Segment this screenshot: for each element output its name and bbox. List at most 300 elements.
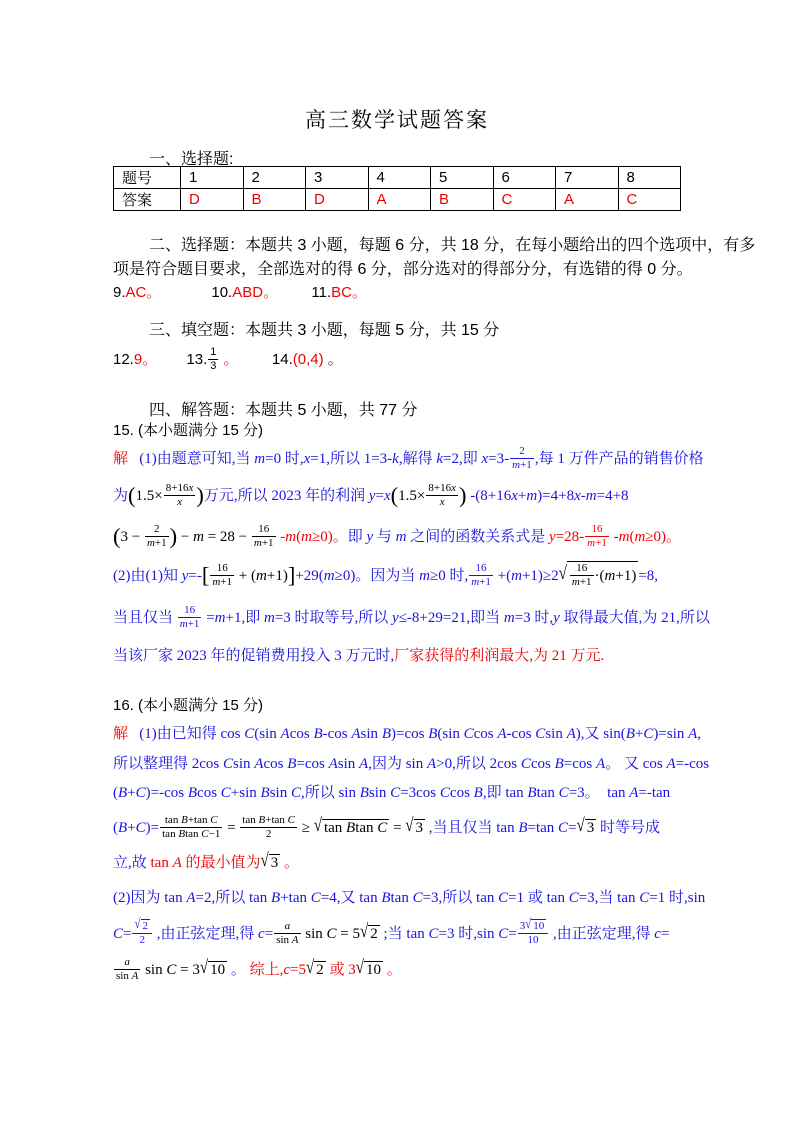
radical: √ tan Btan C xyxy=(313,815,388,836)
text-run: =1 或 tan xyxy=(508,890,569,906)
q15-label-text: 15. (本小题满分 15 分) xyxy=(113,422,264,439)
text-run: C xyxy=(568,890,579,906)
text-run: +1 xyxy=(479,575,491,588)
text-run: 10 xyxy=(365,961,381,978)
solution-line xyxy=(113,445,704,471)
text-run: m xyxy=(179,617,188,630)
text-run: 当该厂家 2023 年的促销费用投入 3 万元时, xyxy=(113,648,395,664)
question-number: 3 xyxy=(306,167,369,189)
text-run: A xyxy=(497,726,507,742)
text-run: +1 xyxy=(261,536,274,549)
answer-value: D xyxy=(181,189,244,211)
text-run: x xyxy=(451,482,456,494)
text-run: C xyxy=(535,726,546,742)
text-run: ≥0)。因为当 xyxy=(334,567,420,584)
text-run: 1.5× xyxy=(398,487,426,504)
text-run: m xyxy=(212,575,221,588)
text-run: 。 xyxy=(142,350,158,368)
text-run: 所以整理得 2cos xyxy=(113,756,223,772)
text-run: 。 xyxy=(219,350,239,368)
text-run: 16 xyxy=(184,604,196,616)
text-run: ≥ xyxy=(297,819,314,836)
text-run: = 28 − xyxy=(203,528,251,545)
text-run: m xyxy=(146,536,155,549)
text-run: m xyxy=(585,487,597,504)
text-run: 11. xyxy=(311,284,332,301)
text-run: (sin xyxy=(437,726,464,742)
section3-heading: 三、填空题：本题共 3 小题，每题 5 分，共 15 分 xyxy=(149,322,500,339)
text-run: − xyxy=(177,528,194,545)
text-run: tan xyxy=(323,819,347,836)
text-run: 解 xyxy=(113,450,129,467)
text-run: C xyxy=(113,925,124,942)
fraction xyxy=(273,920,301,946)
radical: √ 2 xyxy=(360,921,378,942)
text-run: y xyxy=(366,528,374,545)
text-run: tan xyxy=(164,814,182,826)
text-run: (sin xyxy=(254,726,281,742)
table-row-numbers xyxy=(114,167,681,189)
text-run: 8+16 xyxy=(428,482,452,494)
text-run: 。 xyxy=(323,350,343,368)
text-run: B xyxy=(287,756,297,772)
text-run: m xyxy=(285,528,297,545)
text-run: y xyxy=(368,487,376,504)
text-run: (1)由已知得 cos xyxy=(128,726,245,742)
question-number: 7 xyxy=(556,167,619,189)
solution-line xyxy=(113,482,629,509)
text-run: -(8+16 xyxy=(466,487,512,504)
fraction xyxy=(425,482,459,508)
text-run: C xyxy=(210,814,218,826)
answer-value: A xyxy=(368,189,431,211)
text-run: ,解得 xyxy=(398,450,437,467)
text-run: 16 xyxy=(258,523,270,535)
fraction xyxy=(113,956,141,982)
text-run: 16 xyxy=(576,562,588,574)
section2-answers xyxy=(113,281,367,302)
text-run: m xyxy=(634,528,646,545)
text-run: ,由正弦定理,得 xyxy=(549,925,655,942)
text-run: 3 xyxy=(210,359,217,372)
text-run: ≤-8+29=21,即当 xyxy=(398,609,504,626)
text-run: 2 xyxy=(316,961,324,978)
text-run: y xyxy=(553,609,560,626)
text-run: m xyxy=(253,536,262,549)
text-run: sin xyxy=(269,785,291,801)
text-run: =cos xyxy=(296,756,329,772)
question-number: 1 xyxy=(181,167,244,189)
text-run: cos xyxy=(473,726,498,742)
table-label-answer: 答案 xyxy=(114,189,181,211)
text-run: [ xyxy=(201,562,210,588)
text-run: 。 xyxy=(382,961,402,978)
text-run: C xyxy=(463,726,474,742)
text-run: B xyxy=(359,785,369,801)
text-run: B xyxy=(260,785,270,801)
solution-line xyxy=(113,752,709,773)
text-run: 取得最大值,为 21,所以 xyxy=(559,609,710,626)
text-run: 2 xyxy=(154,523,160,535)
text-run: A xyxy=(254,756,264,772)
text-run: BC。 xyxy=(331,284,368,301)
text-run: 13. xyxy=(186,350,208,368)
fraction xyxy=(159,814,223,840)
solution-line xyxy=(113,781,670,802)
question-number: 8 xyxy=(618,167,681,189)
text-run: A xyxy=(566,726,576,742)
text-run: +1)≥2 xyxy=(521,567,559,584)
text-run: =1,所以 1=3- xyxy=(310,450,393,467)
text-run: +1 xyxy=(187,617,200,630)
text-run: 的最小值为 xyxy=(181,855,261,871)
text-run: tan xyxy=(355,819,378,836)
text-run: 或 3 xyxy=(325,961,356,978)
text-run: C xyxy=(310,890,321,906)
text-run: k xyxy=(436,450,444,467)
text-run: 综上, xyxy=(245,961,284,978)
solution-line xyxy=(113,956,402,982)
radical: √ 3 xyxy=(576,815,595,836)
text-run: tan xyxy=(242,814,259,826)
text-run: B xyxy=(346,819,356,836)
text-run: =1 时,sin xyxy=(649,890,706,906)
text-run: >0,所以 2cos xyxy=(436,756,521,772)
text-run: B xyxy=(187,785,198,801)
text-run: A xyxy=(351,726,361,742)
text-run: 9. xyxy=(113,284,126,301)
text-run: sin xyxy=(233,756,255,772)
solution-line xyxy=(113,604,710,630)
fraction xyxy=(209,562,235,588)
text-run: 2 xyxy=(139,933,145,946)
text-run: =2,所以 tan xyxy=(195,890,272,906)
text-run: = xyxy=(508,925,517,942)
text-run: 3 xyxy=(270,855,279,871)
text-run: =3cos xyxy=(400,785,440,801)
text-run: ( xyxy=(113,819,118,836)
text-run: +1,即 xyxy=(225,609,264,626)
text-run xyxy=(161,284,211,301)
text-run: m xyxy=(214,609,226,626)
text-run: )=cos xyxy=(390,726,429,742)
text-run: = xyxy=(568,819,577,836)
text-run: sin xyxy=(116,969,132,982)
text-run: )=-cos xyxy=(145,785,188,801)
text-run: m xyxy=(301,528,312,545)
text-run: C xyxy=(558,785,569,801)
text-run: +1 xyxy=(520,458,532,471)
text-run: B xyxy=(118,819,128,836)
text-run: ( xyxy=(390,482,399,508)
fraction xyxy=(131,916,153,946)
text-run: m xyxy=(256,567,267,584)
text-run: C xyxy=(220,785,231,801)
q16-label-text: 16. (本小题满分 15 分) xyxy=(113,697,264,714)
text-run: m xyxy=(618,528,630,545)
text-run: C xyxy=(135,819,146,836)
text-run: 9 xyxy=(133,350,143,368)
text-run: C xyxy=(412,890,423,906)
text-run: =3,当 tan xyxy=(578,890,640,906)
text-run: −1 xyxy=(208,827,221,840)
section1-heading: 一、选择题: xyxy=(149,151,234,168)
text-run: x xyxy=(511,487,518,504)
text-run: C xyxy=(201,827,209,840)
text-run: A xyxy=(328,756,338,772)
text-run: +sin xyxy=(230,785,261,801)
text-run: A xyxy=(291,933,299,946)
text-run: m xyxy=(503,609,515,626)
text-run: + xyxy=(634,726,644,742)
text-run: C xyxy=(428,925,439,942)
text-run: +1) xyxy=(615,567,637,584)
text-run: tan xyxy=(150,855,173,871)
fraction xyxy=(163,482,197,508)
text-run: + xyxy=(127,785,136,801)
fraction xyxy=(177,604,203,630)
fraction xyxy=(517,916,550,946)
radical: √ 2 xyxy=(134,916,149,932)
text-run: )=4+8 xyxy=(537,487,575,504)
text-run: B xyxy=(381,890,391,906)
text-run: (1)由题意可知,当 xyxy=(128,450,255,467)
text-run: C xyxy=(498,925,509,942)
answer-value: B xyxy=(431,189,494,211)
text-run: = xyxy=(375,487,384,504)
question-number: 2 xyxy=(243,167,306,189)
text-run: B xyxy=(118,785,128,801)
text-run: a xyxy=(124,956,130,968)
text-run: = xyxy=(389,819,406,836)
text-run: y xyxy=(549,528,556,545)
text-run: ,因为 sin xyxy=(368,756,427,772)
solution-line xyxy=(113,722,701,743)
text-run: ( xyxy=(629,528,635,545)
text-run: -cos xyxy=(506,726,536,742)
text-run: C xyxy=(223,756,234,772)
text-run: C xyxy=(244,726,255,742)
text-run: B xyxy=(178,827,186,840)
text-run: A xyxy=(186,890,196,906)
text-run: =3 时取等号,所以 xyxy=(274,609,393,626)
answer-table xyxy=(113,166,681,211)
text-run: = xyxy=(264,925,274,942)
text-run: (0,4) xyxy=(292,350,324,368)
text-run: C xyxy=(290,785,301,801)
text-run: ( xyxy=(113,785,118,801)
text-run: +29( xyxy=(295,567,324,584)
solution-line xyxy=(113,886,705,907)
table-row-answers xyxy=(114,189,681,211)
text-run: A xyxy=(688,726,698,742)
text-run: ≥0 时, xyxy=(429,567,469,584)
text-run: =0 时, xyxy=(265,450,304,467)
text-run: (2)因为 tan xyxy=(113,890,187,906)
text-run: m xyxy=(263,609,275,626)
text-run: sin xyxy=(545,726,567,742)
text-run: - xyxy=(609,528,619,545)
text-run: 12. xyxy=(113,350,134,368)
text-run: ,当且仅当 tan xyxy=(425,819,519,836)
text-run: cos xyxy=(449,785,474,801)
text-run: =2,即 xyxy=(443,450,482,467)
text-run: B xyxy=(527,785,537,801)
text-run: sin xyxy=(276,933,292,946)
text-run: cos xyxy=(289,726,314,742)
text-run: +1 xyxy=(579,575,592,588)
q15-label xyxy=(113,419,263,440)
text-run: x xyxy=(384,487,391,504)
text-run: sin xyxy=(337,756,360,772)
text-run: C xyxy=(498,890,509,906)
text-run: m xyxy=(511,567,522,584)
text-run: =3 时, xyxy=(514,609,554,626)
text-run: B xyxy=(271,890,281,906)
text-run: - xyxy=(580,487,586,504)
text-run: 时等号成 xyxy=(596,819,661,836)
text-run: tan xyxy=(536,785,559,801)
text-run: +tan xyxy=(280,890,311,906)
text-run: +( xyxy=(493,567,512,584)
text-run xyxy=(239,351,272,368)
text-run: 2 xyxy=(265,827,272,840)
text-run: C xyxy=(287,814,295,826)
fraction xyxy=(144,523,170,549)
text-run: ( xyxy=(113,523,121,549)
text-run: B xyxy=(473,785,483,801)
text-run: 为 xyxy=(113,487,129,504)
solution-line xyxy=(113,644,604,665)
solution-line xyxy=(113,561,658,589)
text-run: +1 xyxy=(595,536,607,549)
text-run: sin xyxy=(368,785,391,801)
text-run: = 3 xyxy=(176,961,200,978)
text-run: 16 xyxy=(591,523,603,535)
radical: √ 10 xyxy=(355,957,381,978)
radical: √ 3 xyxy=(260,850,279,871)
question-number: 4 xyxy=(368,167,431,189)
section4-heading: 四、解答题：本题共 5 小题，共 77 分 xyxy=(149,402,418,419)
text-run: =- xyxy=(188,567,202,584)
text-run: ,由正弦定理,得 xyxy=(153,925,259,942)
text-run: 10 xyxy=(533,920,545,932)
text-run: m xyxy=(512,458,521,471)
q16-label xyxy=(113,694,263,715)
fraction xyxy=(251,523,277,549)
text-run: x xyxy=(188,482,194,494)
text-run: cos xyxy=(197,785,221,801)
text-run: 当且仅当 xyxy=(113,609,177,626)
text-run: tan xyxy=(185,827,202,840)
text-run: =5 xyxy=(290,961,306,978)
text-run: = xyxy=(123,925,132,942)
text-run: 与 xyxy=(373,528,396,545)
text-run: 10. xyxy=(211,284,233,301)
text-run: x xyxy=(439,495,445,508)
text-run: +tan xyxy=(265,814,288,826)
text-run: m xyxy=(587,536,596,549)
text-run: = xyxy=(202,609,215,626)
radical: √ 10 xyxy=(199,957,226,978)
text-run: =4,又 tan xyxy=(320,890,382,906)
text-run: B xyxy=(518,819,528,836)
text-run: - xyxy=(276,528,286,545)
text-run: + ( xyxy=(235,567,257,584)
text-run: sin xyxy=(360,726,382,742)
text-run: cos xyxy=(530,756,555,772)
text-run: A xyxy=(596,756,606,772)
text-run: 即 xyxy=(347,528,367,545)
text-run: B xyxy=(381,726,391,742)
text-run: 16 xyxy=(216,562,228,574)
fraction xyxy=(584,523,610,549)
text-run: 之间的函数关系式是 xyxy=(406,528,550,545)
text-run: x xyxy=(177,495,182,508)
text-run: ,每 1 万件产品的销售价格 xyxy=(534,450,704,467)
text-run: tan xyxy=(162,827,179,840)
text-run: ·( xyxy=(594,567,605,584)
answer-value: C xyxy=(618,189,681,211)
text-run: B xyxy=(181,814,188,826)
text-run: k xyxy=(392,450,399,467)
text-run: 2 xyxy=(519,445,525,457)
fraction xyxy=(207,346,219,372)
answer-value: C xyxy=(493,189,556,211)
text-run: =3- xyxy=(488,450,510,467)
text-run: sin xyxy=(141,961,167,978)
section3-answers xyxy=(113,346,343,372)
text-run: m xyxy=(419,567,430,584)
text-run: C xyxy=(520,756,531,772)
text-run: m xyxy=(193,528,204,545)
text-run: )= xyxy=(145,819,160,836)
section2-heading-line2: 项是符合题目要求，全部选对的得 6 分，部分选对的得部分分，有选错的得 0 分。 xyxy=(113,261,693,278)
text-run: )=sin xyxy=(653,726,689,742)
text-run: +tan xyxy=(187,814,211,826)
text-run: A xyxy=(666,756,676,772)
text-run: =cos xyxy=(563,756,597,772)
text-run: A xyxy=(280,726,290,742)
text-run: A xyxy=(426,756,437,772)
text-run: + xyxy=(517,487,527,504)
text-run: 3 xyxy=(415,819,423,836)
text-run: 万元,所以 2023 年的利润 xyxy=(203,487,369,504)
text-run: ABD。 xyxy=(232,284,279,301)
fraction xyxy=(569,562,595,588)
answer-value: A xyxy=(556,189,619,211)
text-run: C xyxy=(326,925,337,942)
text-run: C xyxy=(166,961,177,978)
text-run: 1 xyxy=(210,346,217,358)
text-run: AC。 xyxy=(125,284,162,301)
text-run: ,所以 sin xyxy=(300,785,360,801)
text-run: ( xyxy=(296,528,302,545)
text-run: A xyxy=(629,785,639,801)
text-run: C xyxy=(135,785,146,801)
text-run: B xyxy=(258,814,266,826)
radical: √ 2 xyxy=(305,957,324,978)
text-run: C xyxy=(639,890,650,906)
text-run: =-cos xyxy=(675,756,710,772)
text-run: 14. xyxy=(271,350,293,368)
text-run: 。 xyxy=(280,855,300,871)
text-run: m xyxy=(571,575,580,588)
text-run: =3。 tan xyxy=(568,785,630,801)
text-run: m xyxy=(395,528,407,545)
text-run: a xyxy=(284,920,291,932)
text-run: (2)由(1)知 xyxy=(113,567,182,584)
